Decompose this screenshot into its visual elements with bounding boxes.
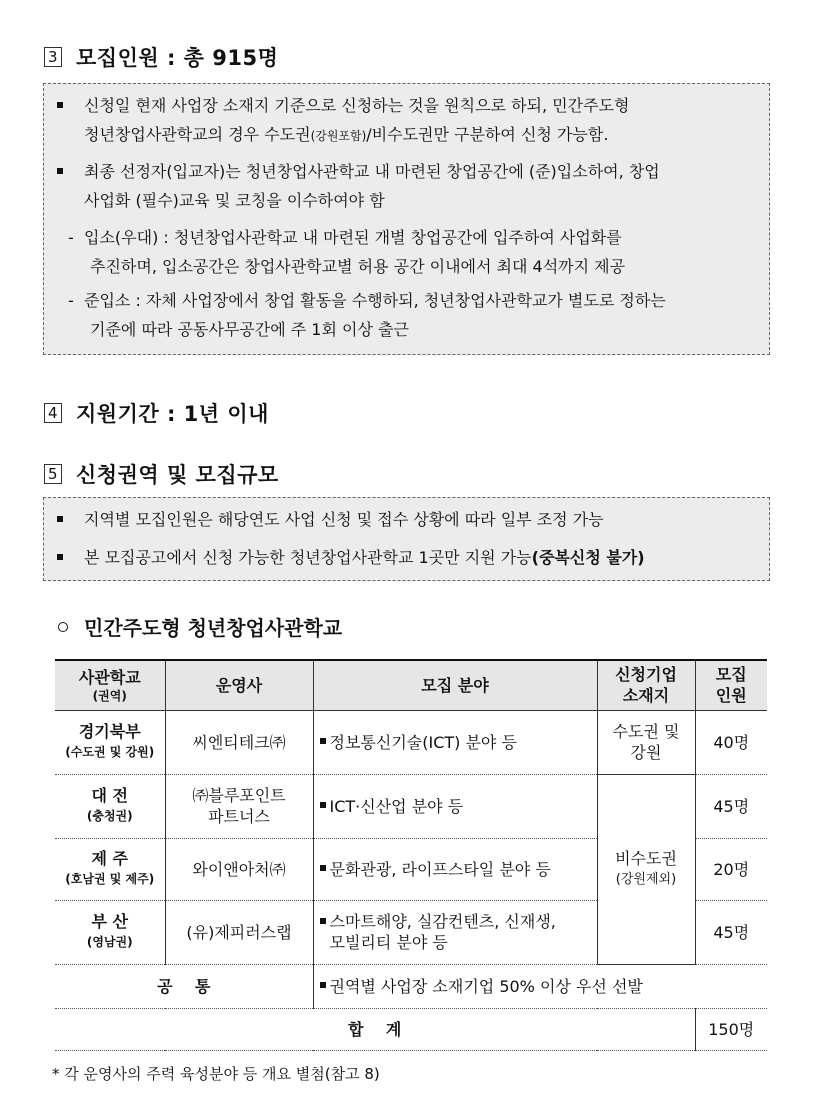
header-text: 소재지 <box>622 686 670 706</box>
square-bullet-icon <box>320 918 326 924</box>
region-name: 경기북부 <box>78 722 141 741</box>
region-notice-box <box>43 497 770 581</box>
square-bullet-icon <box>57 102 63 108</box>
section-3-heading <box>44 42 278 72</box>
section-title: 신청권역 및 모집규모 <box>76 463 279 487</box>
common-text: 권역별 사업장 소재기업 50% 이상 우선 선발 <box>329 976 643 996</box>
square-bullet-icon <box>57 554 63 560</box>
header-field: 모집 분야 <box>313 660 597 710</box>
location-cell <box>597 774 695 964</box>
item-text-line: 준입소 : 자체 사업장에서 창업 활동을 수행하되, 청년창업사관학교가 별도로 정하는 <box>84 291 666 310</box>
section-4-heading <box>44 398 269 428</box>
field-text: 정보통신기술(ICT) 분야 등 <box>329 732 517 752</box>
table-header-row <box>55 660 767 710</box>
text-part: 청년창업사관학교의 경우 수도권 <box>84 125 311 144</box>
square-bullet-icon <box>57 516 63 522</box>
common-label: 공 통 <box>55 964 313 1008</box>
subtitle-text: 민간주도형 청년창업사관학교 <box>84 616 343 640</box>
location-text: 강원 <box>630 743 662 762</box>
header-text: 신청기업 <box>615 665 677 685</box>
operator-text: ㈜블루포인트 <box>192 786 286 805</box>
section-number: 3 <box>44 47 62 67</box>
count-cell: 40명 <box>695 710 767 774</box>
header-operator: 운영사 <box>165 660 313 710</box>
location-sub: (강원제외) <box>615 872 677 887</box>
square-bullet-icon <box>320 865 326 871</box>
item-text-line: 신청일 현재 사업장 소재지 기준으로 신청하는 것을 원칙으로 하되, 민간주도형 <box>84 96 630 115</box>
text-part: 본 모집공고에서 신청 가능한 청년창업사관학교 1곳만 지원 가능 <box>84 548 532 567</box>
operator-text: 파트너스 <box>208 807 270 826</box>
dash-marker: - <box>68 228 74 247</box>
field-cell <box>313 710 597 774</box>
field-text: 모빌리티 분야 등 <box>329 933 448 952</box>
table-row <box>55 710 767 774</box>
location-cell <box>597 710 695 774</box>
section-title: 지원기간 : 1년 이내 <box>76 402 269 426</box>
region-sub: (수도권 및 강원) <box>65 745 155 759</box>
field-cell <box>313 838 597 900</box>
section-5-heading <box>44 459 279 489</box>
text-small: (강원포함) <box>310 129 367 143</box>
header-location <box>597 660 695 710</box>
item-text-line: 입소(우대) : 청년창업사관학교 내 마련된 개별 창업공간에 입주하여 사업화를 <box>84 228 622 247</box>
region-name: 대 전 <box>91 786 128 805</box>
recruit-notice-box <box>43 83 770 355</box>
count-cell: 45명 <box>695 900 767 964</box>
total-value: 150명 <box>695 1008 767 1050</box>
header-school <box>55 660 165 710</box>
region-cell <box>55 838 165 900</box>
square-bullet-icon <box>320 982 326 988</box>
operator-cell: (유)제피러스랩 <box>165 900 313 964</box>
region-name: 제 주 <box>91 849 128 868</box>
section-number: 5 <box>44 464 62 484</box>
table-subtitle <box>58 612 342 641</box>
footnote: * 각 운영사의 주력 육성분야 등 개요 별첨(참고 8) <box>52 1065 380 1083</box>
item-text-line: 추진하며, 입소공간은 창업사관학교별 허용 공간 이내에서 최대 4석까지 제공 <box>90 257 626 276</box>
common-row <box>55 964 767 1008</box>
field-cell <box>313 774 597 838</box>
text-bold: (중복신청 불가) <box>531 548 645 567</box>
item-text-line: 최종 선정자(입교자)는 청년창업사관학교 내 마련된 창업공간에 (준)입소하여, 창업 <box>84 162 660 181</box>
dash-marker: - <box>68 291 74 310</box>
item-text-line: 기준에 따라 공동사무공간에 주 1회 이상 출근 <box>90 320 409 339</box>
region-name: 부 산 <box>91 912 128 931</box>
section-number: 4 <box>44 403 62 423</box>
count-cell: 45명 <box>695 774 767 838</box>
square-bullet-icon <box>57 168 63 174</box>
header-text: 사관학교 <box>78 667 141 687</box>
header-text: 인원 <box>715 686 747 706</box>
region-cell <box>55 900 165 964</box>
location-text: 수도권 및 <box>612 722 680 741</box>
table-row <box>55 774 767 838</box>
field-text: 스마트해양, 실감컨텐츠, 신재생, <box>329 912 556 931</box>
operator-cell: 씨엔티테크㈜ <box>165 710 313 774</box>
region-sub: (충청권) <box>86 809 133 823</box>
header-count <box>695 660 767 710</box>
common-text-cell <box>313 964 767 1008</box>
square-bullet-icon <box>320 802 326 808</box>
count-cell: 20명 <box>695 838 767 900</box>
field-text: 문화관광, 라이프스타일 분야 등 <box>329 859 551 879</box>
field-text: ICT·신산업 분야 등 <box>329 796 464 816</box>
operator-cell: 와이앤아처㈜ <box>165 838 313 900</box>
operator-cell <box>165 774 313 838</box>
text-part: /비수도권만 구분하여 신청 가능함. <box>366 125 609 144</box>
region-cell <box>55 710 165 774</box>
square-bullet-icon <box>320 738 326 744</box>
circle-bullet-icon <box>58 622 68 632</box>
header-sub: (권역) <box>92 688 127 703</box>
region-sub: (호남권 및 제주) <box>65 872 155 886</box>
header-text: 모집 <box>715 665 747 685</box>
item-text-line <box>84 543 757 572</box>
field-cell <box>313 900 597 964</box>
item-text-line <box>84 120 757 151</box>
recruitment-table <box>55 659 767 1051</box>
item-text-line: 사업화 (필수)교육 및 코칭을 이수하여야 함 <box>84 191 385 210</box>
item-text-line: 지역별 모집인원은 해당연도 사업 신청 및 접수 상황에 따라 일부 조정 가능 <box>84 510 604 529</box>
total-label: 합 계 <box>55 1008 695 1050</box>
region-cell <box>55 774 165 838</box>
section-title: 모집인원 : 총 915명 <box>76 46 279 70</box>
region-sub: (영남권) <box>86 935 133 949</box>
total-row <box>55 1008 767 1050</box>
location-text: 비수도권 <box>615 849 677 868</box>
